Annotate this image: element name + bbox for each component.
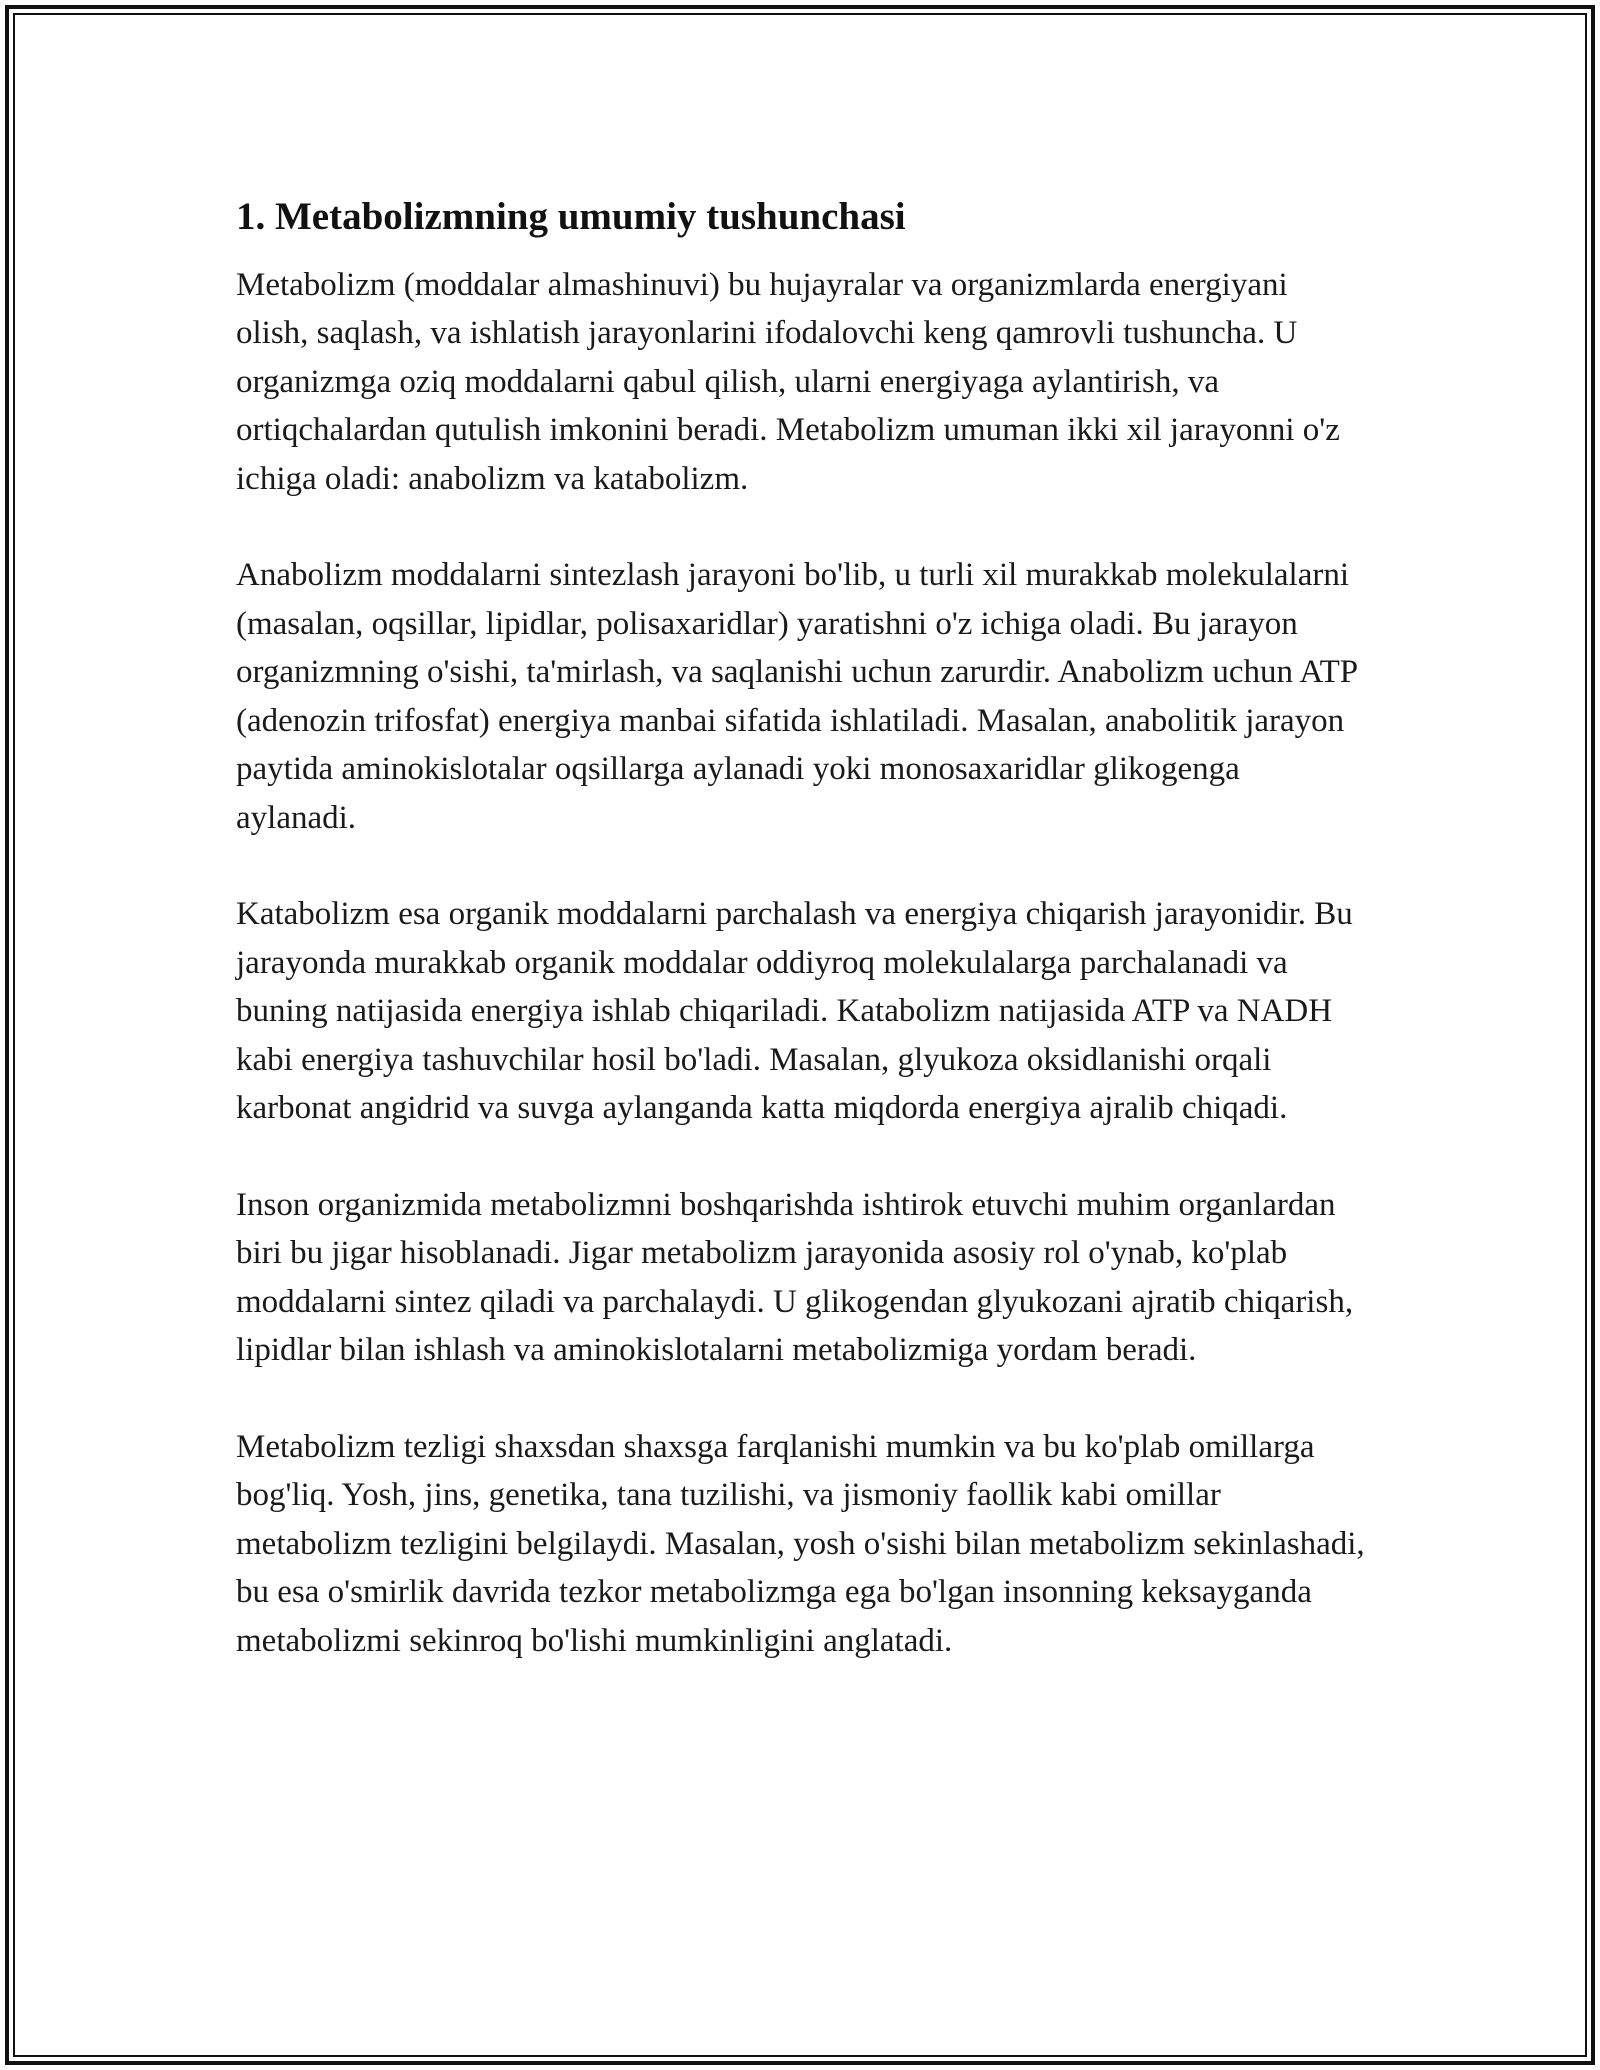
document-body bbox=[236, 180, 1366, 1713]
paragraph-liver-role: Inson organizmida metabolizmni boshqarishda ishtirok etuvchi muhim organlardan biri bu jigar hisoblanadi. Jigar metabolizm jarayonida asosiy rol o'ynab, ko'plab moddalarni sintez qiladi va parchalaydi. U glikogendan glyukozani ajratib chiqarish, lipidlar bilan ishlash va aminokislotalarni metabolizmiga yordam beradi. bbox=[236, 1186, 1354, 1369]
paragraph-metabolism-definition: Metabolizm (moddalar almashinuvi) bu hujayralar va organizmlarda energiyani olish, saqlash, va ishlatish jarayonlarini ifodalovchi keng qamrovli tushuncha. U organizmga oziq moddalarni qabul qilish, ularni energiyaga aylantirish, va ortiqchalardan qutulish imkonini beradi. Metabolizm umuman ikki xil jarayonni o'z ichiga oladi: anabolizm va katabolizm. bbox=[236, 266, 1340, 497]
section-heading: 1. Metabolizmning umumiy tushunchasi bbox=[236, 195, 906, 238]
paragraph-anabolism: Anabolizm moddalarni sintezlash jarayoni bo'lib, u turli xil murakkab molekulalarni (masalan, oqsillar, lipidlar, polisaxaridlar) yaratishni o'z ichiga oladi. Bu jarayon organizmning o'sishi, ta'mirlash, va saqlanishi uchun zarurdir. Anabolizm uchun ATP (adenozin trifosfat) energiya manbai sifatida ishlatiladi. Masalan, anabolitik jarayon paytida aminokislotalar oqsillarga aylanadi yoki monosaxaridlar glikogenga aylanadi. bbox=[236, 557, 1357, 836]
paragraph-catabolism: Katabolizm esa organik moddalarni parchalash va energiya chiqarish jarayonidir. Bu jarayonda murakkab organik moddalar oddiyroq molekulalarga parchalanadi va buning natijasida energiya ishlab chiqariladi. Katabolizm natijasida ATP va NADH kabi energiya tashuvchilar hosil bo'ladi. Masalan, glyukoza oksidlanishi orqali karbonat angidrid va suvga aylanganda katta miqdorda energiya ajralib chiqadi. bbox=[236, 896, 1353, 1127]
paragraph-metabolic-rate: Metabolizm tezligi shaxsdan shaxsga farqlanishi mumkin va bu ko'plab omillarga bog'liq. Yosh, jins, genetika, tana tuzilishi, va jismoniy faollik kabi omillar metabolizm tezligini belgilaydi. Masalan, yosh o'sishi bilan metabolizm sekinlashadi, bu esa o'smirlik davrida tezkor metabolizmga ega bo'lgan insonning keksayganda metabolizmi sekinroq bo'lishi mumkinligini anglatadi. bbox=[236, 1428, 1365, 1659]
